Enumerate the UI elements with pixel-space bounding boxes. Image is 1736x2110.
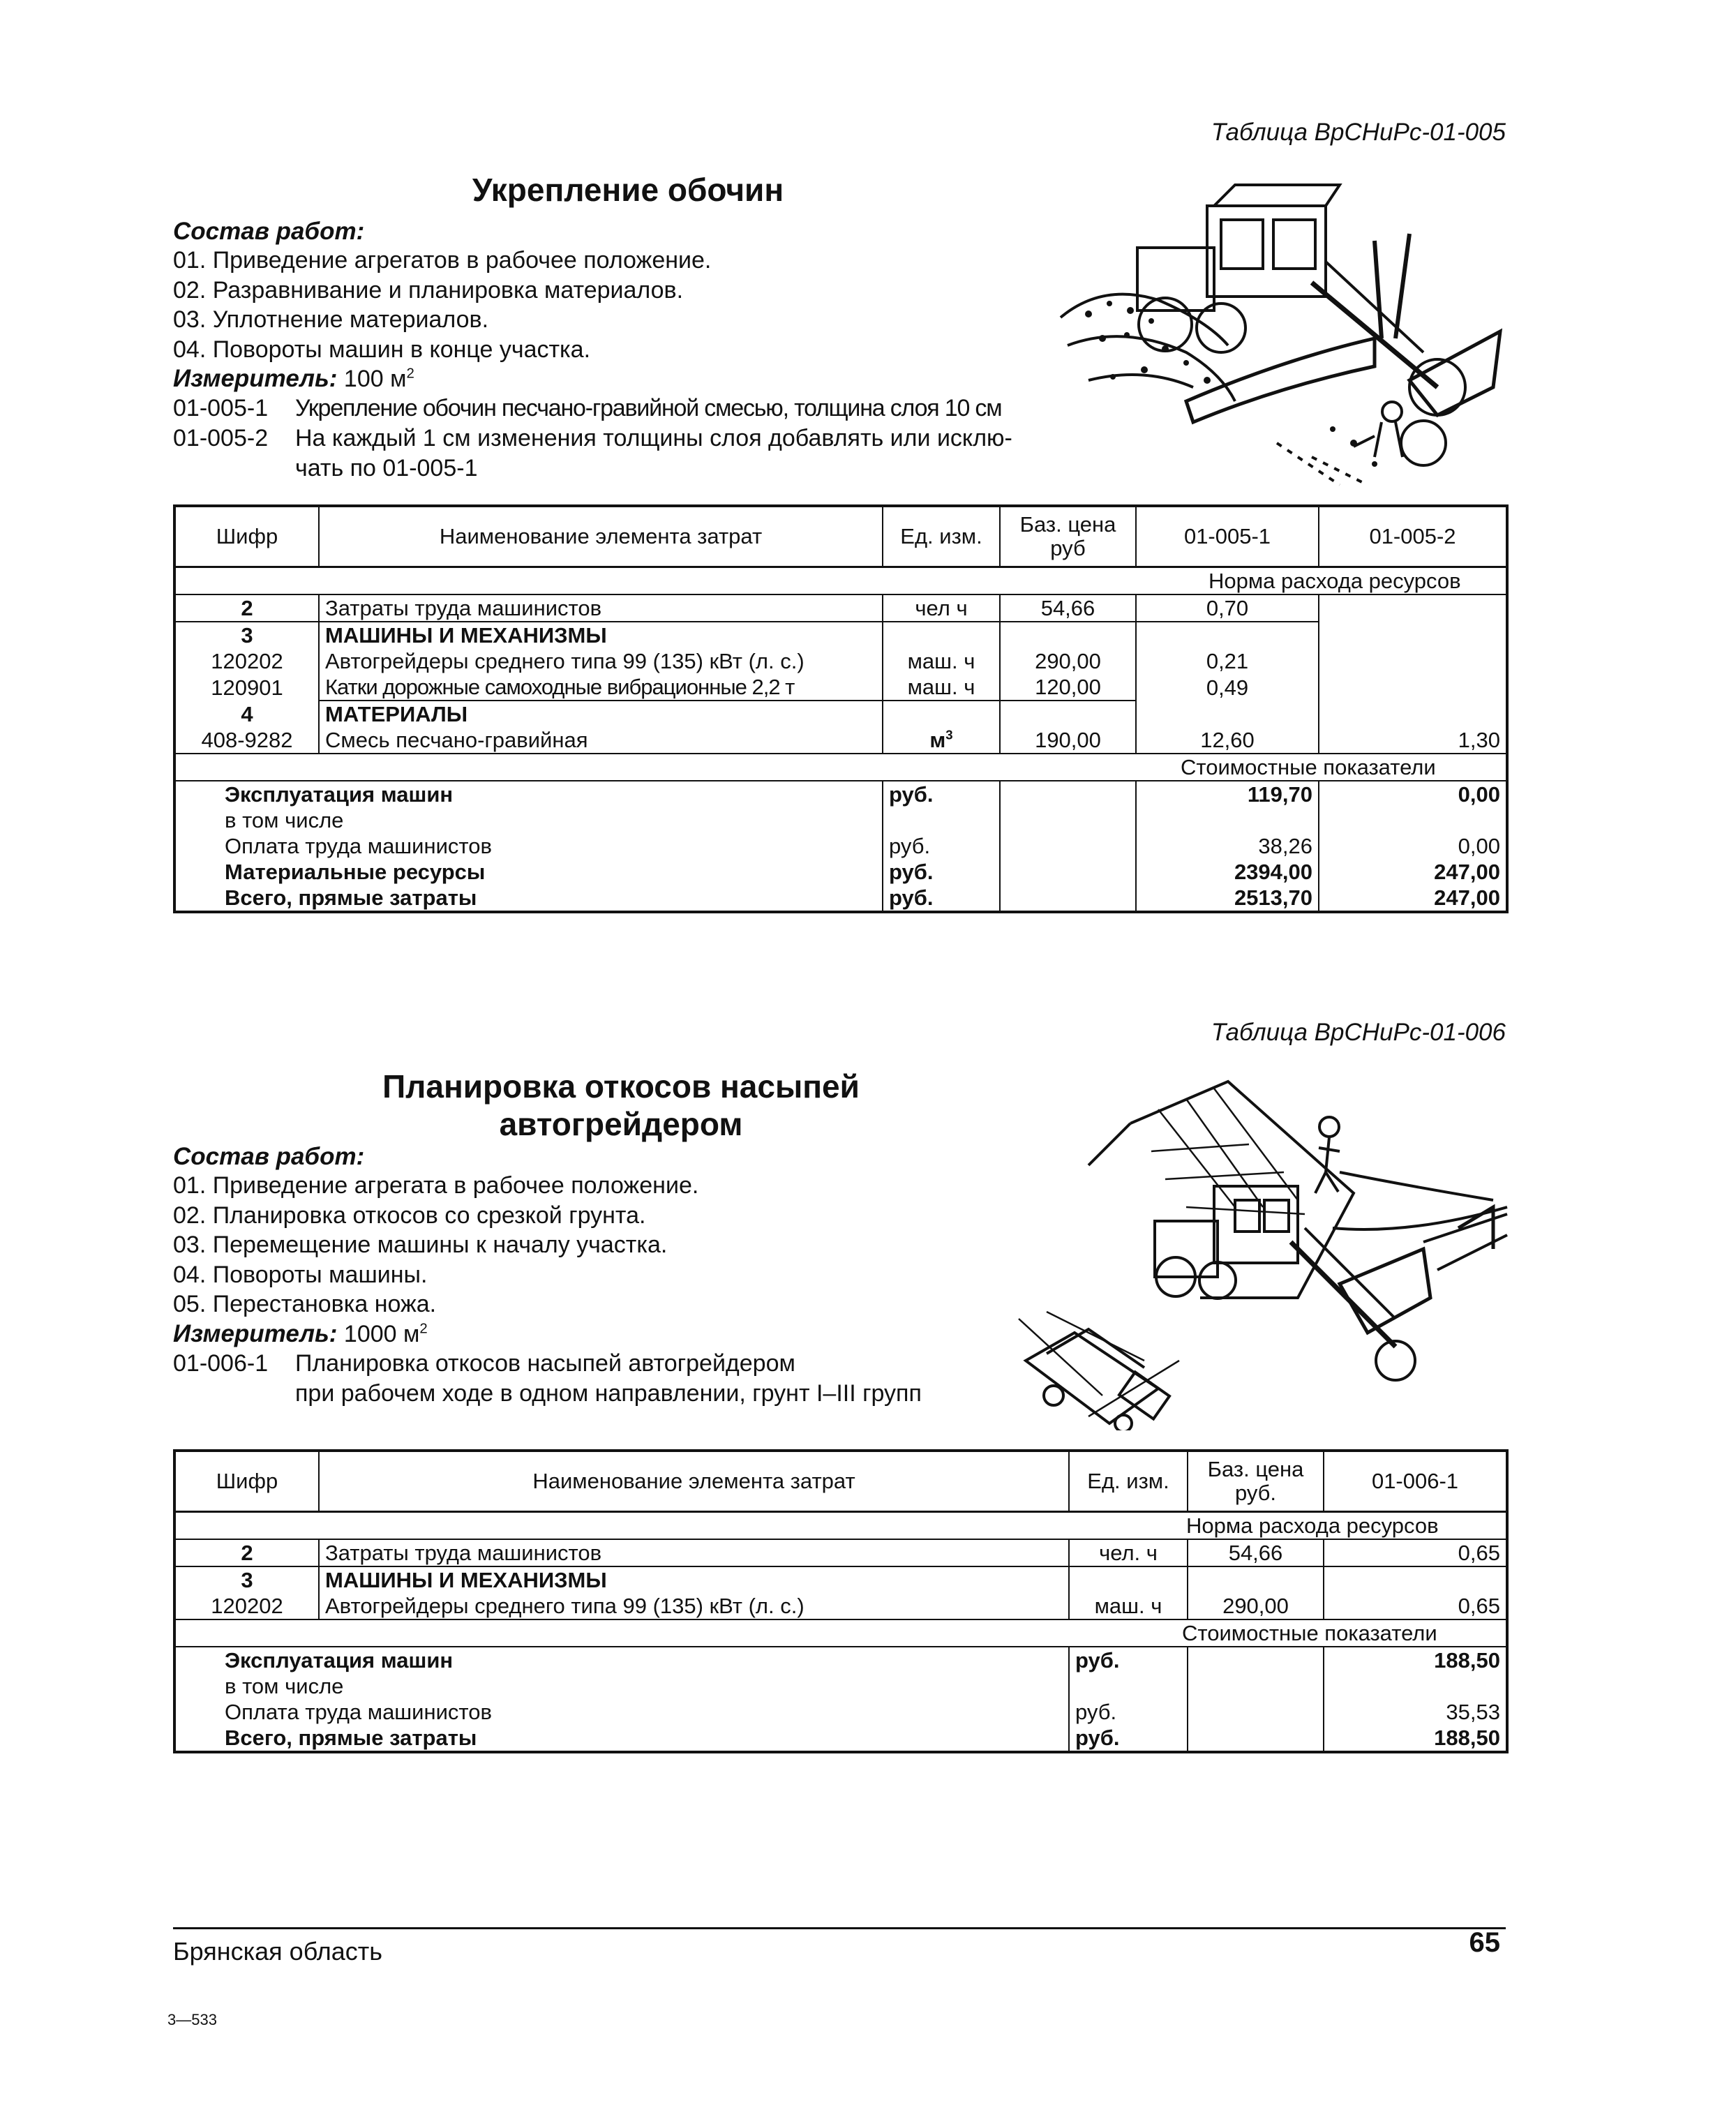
measure-line — [173, 364, 1101, 394]
table-row — [174, 674, 1507, 701]
row-price: 290,00 — [1188, 1593, 1324, 1619]
cost-value-1: 188,50 — [1324, 1647, 1507, 1673]
cost-value-2: 247,00 — [1319, 885, 1507, 912]
row-value-1 — [1324, 1566, 1507, 1593]
row-code: 4 — [174, 701, 319, 727]
table-header-row — [174, 506, 1507, 567]
cost-value-1: 119,70 — [1136, 781, 1319, 807]
norm-section-row — [174, 1512, 1507, 1540]
work-items-list — [173, 1171, 1080, 1319]
norm-section-label: Норма расхода ресурсов — [174, 1512, 1507, 1540]
row-value-1: 12,60 — [1136, 727, 1319, 754]
cost-section-label: Стоимостные показатели — [174, 1619, 1507, 1647]
cost-value-1: 38,26 — [1136, 833, 1319, 859]
section-2-title-line-1: Планировка откосов насыпей — [382, 1068, 860, 1105]
code-line — [173, 1349, 1080, 1409]
header-name: Наименование элемента затрат — [319, 506, 883, 567]
section-2-description — [173, 1143, 1080, 1409]
measure-label: Измеритель: — [173, 365, 338, 392]
cost-value-2: 0,00 — [1319, 833, 1507, 859]
row-value-1: 0,65 — [1324, 1593, 1507, 1619]
table-row — [174, 727, 1507, 754]
work-item: 05. Перестановка ножа. — [173, 1291, 437, 1317]
section-2-title-line-2: автогрейдером — [499, 1106, 743, 1143]
work-item: 04. Повороты машин в конце участка. — [173, 336, 591, 363]
cost-unit: руб. — [883, 781, 1000, 807]
header-unit: Ед. изм. — [883, 506, 1000, 567]
measure-sup: 2 — [406, 366, 414, 382]
work-items-list — [173, 246, 1101, 364]
work-item: 03. Перемещение машины к началу участка. — [173, 1232, 668, 1258]
row-price: 54,66 — [1000, 594, 1136, 622]
table-row — [174, 1539, 1507, 1566]
header-col-2: 01-005-2 — [1319, 506, 1507, 567]
work-composition-heading: Состав работ: — [173, 218, 365, 245]
row-unit: маш. ч — [883, 674, 1000, 701]
norm-section-row — [174, 567, 1507, 595]
footer-region: Брянская область — [173, 1937, 382, 1966]
header-code: Шифр — [174, 506, 319, 567]
page-number: 65 — [1469, 1927, 1500, 1958]
header-unit: Ед. изм. — [1069, 1451, 1188, 1512]
cost-unit: руб. — [1069, 1699, 1188, 1725]
cost-price-empty — [1000, 885, 1136, 912]
table-row — [174, 594, 1507, 622]
measure-value: 100 м — [343, 366, 407, 392]
cost-name: Всего, прямые затраты — [174, 1725, 1069, 1752]
row-price: 54,66 — [1188, 1539, 1324, 1566]
cost-name: Всего, прямые затраты — [174, 885, 883, 912]
row-name: Затраты труда машинистов — [319, 1539, 1069, 1566]
work-composition-heading: Состав работ: — [173, 1143, 365, 1170]
row-name: Катки дорожные самоходные вибрационные 2,2 т — [319, 674, 883, 701]
measure-line — [173, 1319, 1080, 1349]
row-name: МАТЕРИАЛЫ — [319, 701, 883, 727]
row-code: 120901 — [174, 674, 319, 701]
row-code: 3 — [174, 622, 319, 648]
code: 01-006-1 — [173, 1349, 269, 1377]
table-row — [174, 701, 1507, 727]
cost-price-empty — [1000, 807, 1136, 833]
row-name: Затраты труда машинистов — [319, 594, 883, 622]
norm-section-label: Норма расхода ресурсов — [174, 567, 1507, 595]
header-col-1: 01-005-1 — [1136, 506, 1319, 567]
measure-sup: 2 — [419, 1321, 428, 1337]
code-description: Планировка откосов насыпей автогрейдером — [295, 1349, 795, 1377]
row-code: 120202 — [174, 1593, 319, 1619]
cost-price-empty — [1000, 833, 1136, 859]
cost-value-1 — [1136, 807, 1319, 833]
row-value-1: 0,65 — [1324, 1539, 1507, 1566]
cost-name: Оплата труда машинистов — [174, 833, 883, 859]
section-1-title: Укрепление обочин — [472, 172, 784, 208]
row-value-2 — [1319, 594, 1507, 622]
row-unit — [883, 727, 1000, 754]
cost-row — [174, 807, 1507, 833]
header-code: Шифр — [174, 1451, 319, 1512]
cost-unit: руб. — [883, 833, 1000, 859]
row-name: Автогрейдеры среднего типа 99 (135) кВт (л. с.) — [319, 648, 883, 674]
table-reference-2: Таблица ВрСНиРс-01-006 — [1211, 1019, 1506, 1046]
table-row — [174, 648, 1507, 674]
row-value-2: 1,30 — [1319, 727, 1507, 754]
header-price: Баз. цена руб — [1000, 506, 1136, 567]
cost-price-empty — [1000, 859, 1136, 885]
cost-row — [174, 1647, 1507, 1673]
code-description: На каждый 1 см изменения толщины слоя добавлять или исклю- — [295, 425, 1012, 451]
row-value-1 — [1136, 622, 1319, 648]
row-price: 120,00 — [1000, 674, 1136, 701]
cost-unit — [1069, 1673, 1188, 1699]
row-code: 408-9282 — [174, 727, 319, 754]
cost-name: Материальные ресурсы — [174, 859, 883, 885]
work-item: 04. Повороты машины. — [173, 1261, 428, 1288]
work-item: 01. Приведение агрегата в рабочее положение. — [173, 1172, 699, 1199]
cost-row — [174, 781, 1507, 807]
row-unit — [883, 622, 1000, 648]
cost-value-2: 247,00 — [1319, 859, 1507, 885]
table-row — [174, 1593, 1507, 1619]
row-price: 290,00 — [1000, 648, 1136, 674]
row-value-2 — [1319, 622, 1507, 648]
row-unit: маш. ч — [1069, 1593, 1188, 1619]
code-description: Укрепление обочин песчано-гравийной смесью, толщина слоя 10 см — [295, 395, 1002, 421]
code-line — [173, 424, 1101, 484]
cost-name: в том числе — [174, 807, 883, 833]
table-row — [174, 622, 1507, 648]
code: 01-005-1 — [173, 395, 269, 421]
row-name: МАШИНЫ И МЕХАНИЗМЫ — [319, 1566, 1069, 1593]
row-price: 190,00 — [1000, 727, 1136, 754]
cost-row — [174, 1699, 1507, 1725]
row-code: 120202 — [174, 648, 319, 674]
row-value-1: 0,70 — [1136, 594, 1319, 622]
work-item: 01. Приведение агрегатов в рабочее положение. — [173, 247, 712, 274]
row-value-2 — [1319, 648, 1507, 674]
row-unit: чел ч — [883, 594, 1000, 622]
row-price — [1000, 701, 1136, 727]
row-value-1 — [1136, 701, 1319, 727]
row-unit-text: м — [929, 728, 946, 752]
cost-value-1: 2394,00 — [1136, 859, 1319, 885]
row-price — [1188, 1566, 1324, 1593]
footer-rule — [173, 1927, 1506, 1929]
code-description-cont: при рабочем ходе в одном направлении, грунт I–III групп — [295, 1379, 922, 1407]
cost-value-1: 2513,70 — [1136, 885, 1319, 912]
header-col-1: 01-006-1 — [1324, 1451, 1507, 1512]
row-unit — [1069, 1566, 1188, 1593]
code: 01-005-2 — [173, 425, 269, 451]
row-price — [1000, 622, 1136, 648]
print-code: 3—533 — [167, 2011, 217, 2028]
cost-name: в том числе — [174, 1673, 1069, 1699]
cost-price-empty — [1000, 781, 1136, 807]
cost-unit — [883, 807, 1000, 833]
code-description-cont: чать по 01-005-1 — [295, 455, 478, 481]
cost-price-empty — [1188, 1699, 1324, 1725]
section-2-title — [300, 1068, 942, 1144]
cost-value-2 — [1319, 807, 1507, 833]
row-value-2 — [1319, 674, 1507, 701]
cost-name: Эксплуатация машин — [174, 1647, 1069, 1673]
cost-section-row — [174, 754, 1507, 781]
motor-grader-illustration — [1047, 178, 1521, 499]
cost-value-1 — [1324, 1673, 1507, 1699]
row-code: 2 — [174, 1539, 319, 1566]
cost-unit: руб. — [883, 859, 1000, 885]
cost-row — [174, 1673, 1507, 1699]
table-row — [174, 1566, 1507, 1593]
row-unit — [883, 701, 1000, 727]
row-value-2 — [1319, 701, 1507, 727]
header-name: Наименование элемента затрат — [319, 1451, 1069, 1512]
cost-table-01-006 — [173, 1449, 1509, 1753]
row-unit: маш. ч — [883, 648, 1000, 674]
code-line — [173, 394, 1101, 424]
cost-price-empty — [1188, 1725, 1324, 1752]
cost-name: Оплата труда машинистов — [174, 1699, 1069, 1725]
code-description-block — [295, 1349, 1080, 1409]
row-unit: чел. ч — [1069, 1539, 1188, 1566]
table-reference-1: Таблица ВрСНиРс-01-005 — [1211, 119, 1506, 146]
work-item: 02. Планировка откосов со срезкой грунта. — [173, 1202, 646, 1229]
cost-row — [174, 885, 1507, 912]
cost-unit: руб. — [1069, 1647, 1188, 1673]
cost-section-label: Стоимостные показатели — [174, 754, 1507, 781]
work-item: 03. Уплотнение материалов. — [173, 306, 489, 333]
cost-table-01-005 — [173, 504, 1509, 913]
table-header-row — [174, 1451, 1507, 1512]
code-description-block — [295, 424, 1101, 484]
measure-value: 1000 м — [343, 1320, 420, 1347]
row-code: 3 — [174, 1566, 319, 1593]
cost-row — [174, 859, 1507, 885]
row-value-1: 0,49 — [1136, 674, 1319, 701]
cost-row — [174, 833, 1507, 859]
cost-value-1: 188,50 — [1324, 1725, 1507, 1752]
cost-value-2: 0,00 — [1319, 781, 1507, 807]
section-1-description — [173, 218, 1101, 484]
cost-value-1: 35,53 — [1324, 1699, 1507, 1725]
header-price: Баз. цена руб. — [1188, 1451, 1324, 1512]
row-code: 2 — [174, 594, 319, 622]
cost-row — [174, 1725, 1507, 1752]
row-name: Автогрейдеры среднего типа 99 (135) кВт (л. с.) — [319, 1593, 1069, 1619]
cost-unit: руб. — [883, 885, 1000, 912]
measure-label: Измеритель: — [173, 1319, 338, 1347]
row-name: МАШИНЫ И МЕХАНИЗМЫ — [319, 622, 883, 648]
cost-unit: руб. — [1069, 1725, 1188, 1752]
cost-section-row — [174, 1619, 1507, 1647]
cost-price-empty — [1188, 1647, 1324, 1673]
row-unit-sup: 3 — [945, 727, 953, 742]
slope-grader-illustration — [1005, 1068, 1521, 1430]
cost-name: Эксплуатация машин — [174, 781, 883, 807]
row-name: Смесь песчано-гравийная — [319, 727, 883, 754]
row-value-1: 0,21 — [1136, 648, 1319, 674]
work-item: 02. Разравнивание и планировка материалов. — [173, 276, 684, 304]
cost-price-empty — [1188, 1673, 1324, 1699]
